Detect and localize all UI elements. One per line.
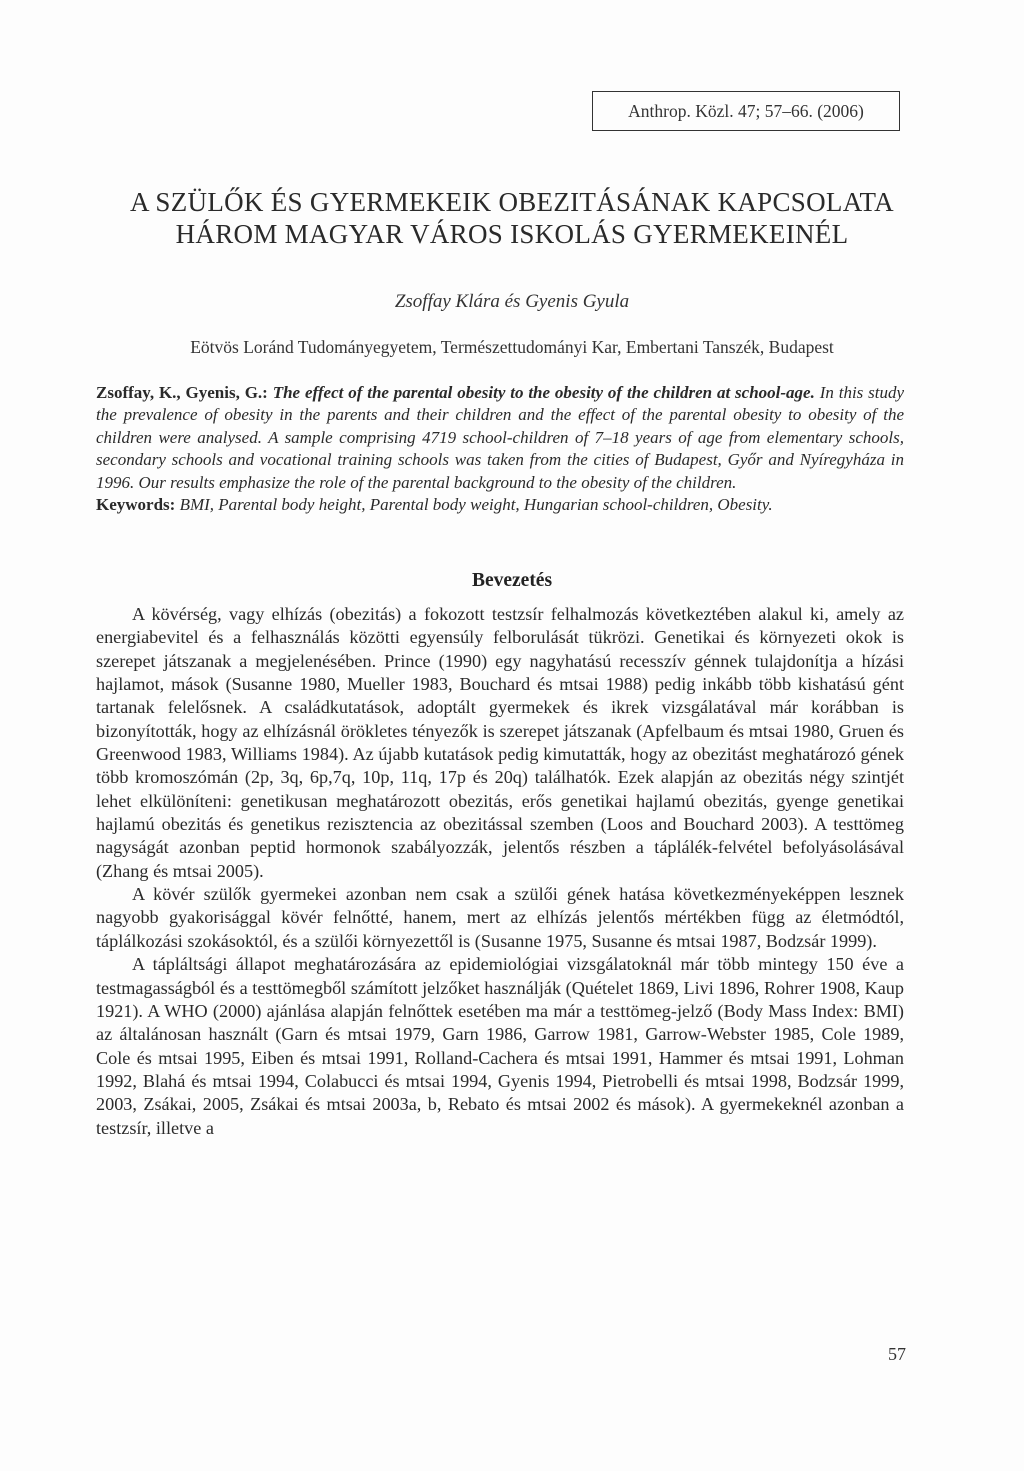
keywords-label: Keywords <box>96 495 170 515</box>
journal-citation: Anthrop. Közl. 47; 57–66. (2006) <box>592 91 900 131</box>
article-title <box>60 186 964 250</box>
authors: Zsoffay Klára és Gyenis Gyula <box>394 291 630 312</box>
title-line-2: HÁROM MAGYAR VÁROS ISKOLÁS GYERMEKEINÉL <box>175 219 849 249</box>
abstract-text: In this study the prevalence of obesity in the parents and their children and the effect of the parental obesity to obesity of the children were analysed. A sample comprising 4719 school-children of 7–18 years of age from elementary schools, secondary schools and vocational training schools was taken from the cities of Budapest, Győr and Nyíregyháza in 1996. Our results emphasize the role of the parental background to the obesity of the children. <box>96 383 905 492</box>
section-heading: Bevezetés <box>471 570 553 591</box>
keywords-colon: : <box>169 495 176 515</box>
paragraph: A tápláltsági állapot meghatározására az epidemiológiai vizsgálatoknál már több mintegy 150 éve a testmagasságból és a testtömegből számított jelzőket használják (Quételet 1869, Livi 1896, Rohrer 1908, Kaup 1921). A WHO (2000) ajánlása alapján felnőttek esetében ma már a testtömeg-jelző (Body Mass Index: BMI) az általánosan használt (Garn és mtsai 1979, Garn 1986, Garrow 1981, Garrow-Webster 1985, Cole 1989, Cole és mtsai 1995, Eiben és mtsai 1991, Rolland-Cachera és mtsai 1991, Hammer és mtsai 1991, Lohman 1992, Blahá és mtsai 1994, Colabucci és mtsai 1994, Gyenis 1994, Pietrobelli és mtsai 1998, Bodzsár 1999, 2003, Zsákai, 2005, Zsákai és mtsai 2003a, b, Rebato és mtsai 2002 és mások). A gyermekeknél azonban a testzsír, illetve a <box>96 954 904 1138</box>
body-text <box>96 603 904 1140</box>
paragraph: A kövér szülők gyermekei azonban nem csak a szülői gének hatása következményeképpen lesznek nagyobb gyakorisággal kövér felnőtté, hanem, mert az elhízás jelentős mértékben függ az életmódtól, táplálkozási szokásoktól, és a szülői környezettől is (Susanne 1975, Susanne és mtsai 1987, Bodzsár 1999). <box>96 884 904 951</box>
abstract-author-ref: Zsoffay, K., Gyenis, G.: <box>96 383 268 402</box>
affiliation: Eötvös Loránd Tudományegyetem, Természettudományi Kar, Embertani Tanszék, Budapest <box>190 337 834 357</box>
paragraph: A kövérség, vagy elhízás (obezitás) a fokozott testzsír felhalmozás következtében alakul ki, amely az energiabevitel és a felhasználás közötti egyensúly felborulását tükrözi. Genetikai és környezeti okok is szerepet játszanak a megjelenésében. Prince (1990) egy nagyhatású recesszív génnek tulajdonítja a hízási hajlamot, mások (Susanne 1980, Mueller 1983, Bouchard és mtsai 1988) pedig inkább több kishatású gént tartanak felelősnek. A családkutatások, adoptált gyermekek és ikrek vizsgálatával már korábban is bizonyították, hogy az elhízásnál örökletes tényezők is szerepet játszanak (Apfelbaum és mtsai 1980, Gruen és Greenwood 1983, Williams 1984). Az újabb kutatások pedig kimutatták, hogy az obezitást meghatározó gének több kromoszómán (2p, 3q, 6p,7q, 10p, 11q, 17p és 20q) találhatók. Ezek alapján az obezitás négy szintjét lehet elkülöníteni: genetikusan meghatározott obezitás, erős genetikai hajlamú obezitás, gyenge genetikai hajlamú obezitás és genetikus rezisztencia az obezitással szemben (Loos and Bouchard 2003). A testtömeg nagyságát azonban peptid hormonok szabályozzák, jelentős részben a táplálék-felvétel befolyásolásával (Zhang és mtsai 2005). <box>96 604 904 881</box>
abstract-english-title: The effect of the parental obesity to the obesity of the children at school-age. <box>272 383 815 402</box>
page-number: 57 <box>888 1344 906 1364</box>
keywords-list: BMI, Parental body height, Parental body weight, Hungarian school-children, Obesity. <box>179 495 773 515</box>
abstract <box>96 382 904 516</box>
title-line-1: A SZÜLŐK ÉS GYERMEKEIK OBEZITÁSÁNAK KAPCSOLATA <box>130 187 894 217</box>
